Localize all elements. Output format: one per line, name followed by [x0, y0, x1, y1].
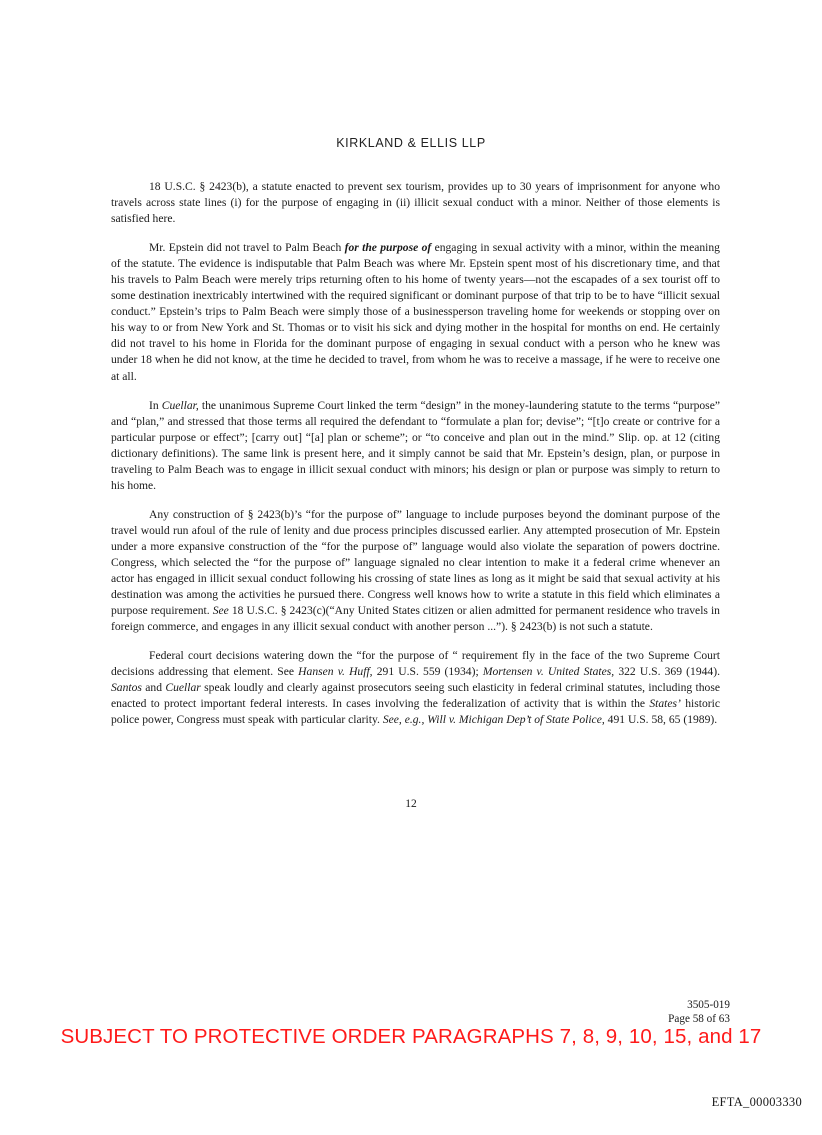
paragraph-statute-intro: 18 U.S.C. § 2423(b), a statute enacted to prevent sex tourism, provides up to 30 years of imprisonment for anyone who travels across state lines (i) for the purpose of engaging in (ii) illicit sexual conduct with a minor. Neither of those elements is satisfied here.: [111, 180, 720, 226]
case-name-hansen: Hansen v. Huff,: [298, 665, 373, 679]
emphasis-for-the-purpose-of: for the purpose of: [344, 241, 432, 255]
document-page-count: Page 58 of 63: [668, 1013, 730, 1025]
emphasis-states: States’: [649, 697, 681, 711]
bates-number: EFTA_00003330: [711, 1095, 802, 1109]
protective-order-notice: SUBJECT TO PROTECTIVE ORDER PARAGRAPHS 7, 8, 9, 10, 15, and 17: [60, 1025, 762, 1048]
case-name-cuellar: Cuellar,: [161, 398, 199, 412]
document-code: [668, 998, 730, 1026]
case-name-will: See, e.g., Will v. Michigan Dep’t of State Police,: [382, 713, 605, 727]
document-code-number: 3505-019: [687, 999, 730, 1011]
paragraph-palm-beach-travel: Mr. Epstein did not travel to Palm Beach for the purpose of engaging in sexual activity with a minor, within the meaning of the statute. The evidence is indisputable that Palm Beach was where Mr. Epstein spent most of his discretionary time, and that his travels to Palm Beach were merely trips returning often to his home of twenty years—not the escapades of a sex tourist off to some destination inextricably intertwined with the required significant or dominant purpose of that trip to be to have “illicit sexual conduct.” Epstein’s trips to Palm Beach were simply those of a businessperson traveling home for weekends or stopping over on his way to or from New York and St. Thomas or to visit his sick and dying mother in the hospital for months on end. He certainly did not travel to his home in Florida for the dominant purpose of engaging in sexual conduct with a person who he knew was under 18 when he did not know, at the time he decided to travel, from whom he was to receive a massage, if he were to receive one at all.: [111, 241, 720, 383]
paragraph-cuellar: In Cuellar, the unanimous Supreme Court linked the term “design” in the money-laundering statute to the terms “purpose” and “plan,” and stressed that those terms all required the defendant to “formulate a plan for; devise”; “[t]o create or contrive for a particular purpose or effect”; [carry out] “[a] plan or scheme”; or “to conceive and plan out in the mind.” Slip. op. at 12 (citing dictionary definitions). The same link is present here, and it simply cannot be said that Mr. Epstein’s design, plan, or purpose in traveling to Palm Beach was to engage in illicit sexual conduct with minors; his design or plan or purpose was simply to return to his home.: [111, 398, 720, 492]
case-name-mortensen: Mortensen v. United States,: [482, 665, 615, 679]
paragraph-construction: Any construction of § 2423(b)’s “for the purpose of” language to include purposes beyond the dominant purpose of the travel would run afoul of the rule of lenity and due process principles discussed earlier. Any attempted prosecution of Mr. Epstein under a more expansive construction of the “for the purpose of” language would also violate the separation of powers doctrine. Congress, which selected the “for the purpose of” language signaled no clear intention to make it a federal crime whenever an actor has engaged in illicit sexual conduct following his crossing of state lines as long as it might be said that sexual activity at his destination was among the activities he pursued there. Congress well knows how to write a statute in this field which eliminates a purpose requirement. See 18 U.S.C. § 2423(c)(“Any United States citizen or alien admitted for permanent residence who travels in foreign commerce, and engages in any illicit sexual conduct with another person ...”). § 2423(b) is not such a statute.: [111, 507, 720, 634]
page-number: 12: [405, 798, 417, 810]
paragraph-federal-decisions: Federal court decisions watering down the “for the purpose of “ requirement fly in the face of the two Supreme Court decisions addressing that element. See Hansen v. Huff, 291 U.S. 559 (1934); Mortensen v. United States, 322 U.S. 369 (1944). Santos and Cuellar speak loudly and clearly against prosecutors seeing such elasticity in federal criminal statutes, including those enacted to protect important federal interests. In cases involving the federalization of activity that is within the States’ historic police power, Congress must speak with particular clarity. See, e.g., Will v. Michigan Dep’t of State Police, 491 U.S. 58, 65 (1989).: [111, 649, 720, 727]
case-name-cuellar-2: Cuellar: [165, 681, 201, 695]
document-body: [111, 179, 720, 741]
letterhead: KIRKLAND & ELLIS LLP: [336, 136, 486, 150]
case-name-santos: Santos: [111, 681, 142, 695]
signal-see: See: [212, 604, 229, 618]
